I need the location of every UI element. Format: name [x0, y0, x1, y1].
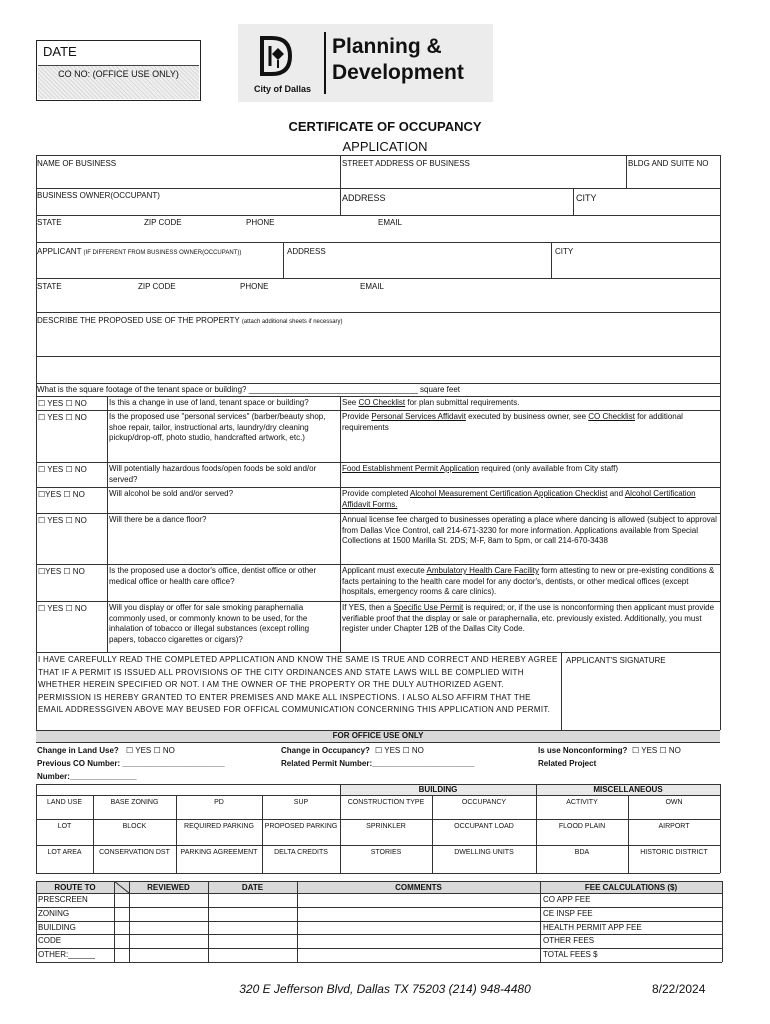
- office-field-cell[interactable]: REQUIRED PARKING: [184, 823, 254, 830]
- routing-line: [36, 934, 722, 935]
- date-box: [36, 40, 201, 101]
- question-requirement: [342, 603, 718, 635]
- question-yes-no-checkbox[interactable]: ☐ YES ☐ NO: [38, 465, 87, 474]
- question-text: Will there be a dance floor?: [109, 515, 207, 524]
- change-land-use-label: Change in Land Use?: [37, 746, 119, 755]
- office-field-cell[interactable]: OCCUPANCY: [461, 799, 507, 806]
- change-occupancy-options[interactable]: ☐ YES ☐ NO: [375, 746, 424, 755]
- name-of-business-label: NAME OF BUSINESS: [37, 159, 117, 168]
- requirement-text: If YES, then a: [342, 603, 394, 612]
- applicant-label-main: APPLICANT: [37, 247, 82, 256]
- requirement-link[interactable]: Alcohol Measurement Certification Application Checklist: [410, 489, 608, 498]
- state-label: STATE: [37, 218, 62, 227]
- address-label-2: ADDRESS: [287, 247, 326, 256]
- grid-line: [36, 819, 720, 820]
- grid-line: [36, 795, 720, 796]
- logo-department: [332, 34, 464, 86]
- office-field-cell[interactable]: CONSERVATION DST: [99, 849, 170, 856]
- change-land-use-options[interactable]: ☐ YES ☐ NO: [126, 746, 175, 755]
- question-requirement: [342, 398, 718, 409]
- routing-line: [36, 921, 722, 922]
- question-yes-no-checkbox[interactable]: ☐YES ☐ NO: [38, 567, 85, 576]
- office-field-cell[interactable]: DELTA CREDITS: [274, 849, 328, 856]
- requirement-link[interactable]: Alcohol Certification Affidavit Forms.: [342, 489, 696, 509]
- routing-line: [540, 881, 541, 962]
- routing-header-cell: DATE: [241, 883, 264, 892]
- date-label: DATE: [43, 44, 77, 59]
- office-field-cell[interactable]: HISTORIC DISTRICT: [640, 849, 708, 856]
- question-text: Will alcohol be sold and/or served?: [109, 489, 234, 498]
- miscellaneous-header: MISCELLANEOUS: [593, 785, 663, 794]
- previous-co-number[interactable]: Previous CO Number: _______________________: [37, 759, 225, 768]
- routing-line: [36, 962, 722, 963]
- address-label: ADDRESS: [342, 193, 386, 203]
- routing-line: [114, 881, 115, 962]
- office-field-cell[interactable]: FLOOD PLAIN: [558, 823, 606, 830]
- question-text: Is this a change in use of land, tenant space or building?: [109, 398, 309, 407]
- question-text: Will you display or offer for sale smoking paraphernalia commonly used, or commonly known to be used, for the inhalation of tobacco or illegal substances (except rolling papers, tobacco cigarettes or cigars)?: [109, 603, 310, 644]
- routing-header-cell: COMMENTS: [395, 883, 442, 892]
- routing-line: [36, 881, 722, 882]
- question-text: Will potentially hazardous foods/open foods be sold and/or served?: [109, 464, 317, 484]
- requirement-text: for additional requirements: [342, 412, 683, 432]
- requirement-text: Provide: [342, 412, 372, 421]
- logo: [238, 24, 493, 102]
- fee-line[interactable]: TOTAL FEES $: [543, 950, 598, 959]
- question-requirement: [342, 464, 718, 475]
- requirement-text: for plan submittal requirements.: [405, 398, 520, 407]
- describe-use-label: [37, 316, 343, 327]
- office-field-cell[interactable]: STORIES: [370, 849, 402, 856]
- signature-label: APPLICANT'S SIGNATURE: [566, 656, 666, 665]
- office-field-cell[interactable]: SUP: [293, 799, 309, 806]
- office-field-cell[interactable]: PARKING AGREEMENT: [180, 849, 258, 856]
- requirement-text: Annual license fee charged to businesses operating a place where dancing is allowed (subject to approval from Dallas Vice Control, call 214-671-3230 for more information. Applications available from Special Collections at 1500 Marilla St. 2DS; M-F, 8am to 5pm, or call 214-670-3438: [342, 515, 717, 545]
- routing-line: [208, 881, 209, 962]
- requirement-link[interactable]: Food Establishment Permit Application: [342, 464, 479, 473]
- question-requirement: [342, 515, 718, 547]
- office-field-cell[interactable]: DWELLING UNITS: [454, 849, 514, 856]
- office-field-cell[interactable]: PROPOSED PARKING: [264, 823, 338, 830]
- building-header: BUILDING: [418, 785, 458, 794]
- requirement-link[interactable]: CO Checklist: [588, 412, 635, 421]
- applicant-label: [37, 247, 241, 258]
- routing-row-label: PRESCREEN: [38, 895, 88, 904]
- grid-line: [36, 784, 720, 785]
- describe-use-main: DESCRIBE THE PROPOSED USE OF THE PROPERTY: [37, 316, 240, 325]
- routing-row-label: CODE: [38, 936, 62, 945]
- grid-line: [720, 784, 721, 873]
- footer-date: 8/22/2024: [652, 982, 706, 996]
- office-field-cell[interactable]: AIRPORT: [658, 823, 690, 830]
- routing-header-cell: ROUTE TO: [54, 883, 96, 892]
- logo-line-1: Planning &: [332, 35, 442, 58]
- requirement-text: and: [607, 489, 625, 498]
- grid-line: [36, 873, 720, 874]
- question-yes-no-checkbox[interactable]: ☐ YES ☐ NO: [38, 399, 87, 408]
- diagonal-slash: [114, 881, 129, 893]
- email-label: EMAIL: [378, 218, 403, 227]
- related-permit-number[interactable]: Related Permit Number:_______________________: [281, 759, 475, 768]
- office-field-cell[interactable]: LOT: [57, 823, 72, 830]
- state-label-2: STATE: [37, 282, 62, 291]
- office-field-cell[interactable]: SPRINKLER: [366, 823, 406, 830]
- form-subtitle: APPLICATION: [342, 139, 428, 154]
- office-field-cell[interactable]: ACTIVITY: [566, 799, 598, 806]
- question-text: Is the proposed use "personal services" (barber/beauty shop, shoe repair, tailor, instructional arts, laundry/dry cleaning pickup/drop-off, photo studio, handcrafted artwork, etc.): [109, 412, 326, 442]
- fee-line[interactable]: OTHER FEES: [543, 936, 595, 945]
- zip-label-2: ZIP CODE: [138, 282, 176, 291]
- phone-label-2: PHONE: [240, 282, 269, 291]
- routing-header-cell: FEE CALCULATIONS ($): [584, 883, 678, 892]
- routing-line: [36, 948, 722, 949]
- requirement-link[interactable]: Specific Use Permit: [393, 603, 464, 612]
- requirement-link[interactable]: Ambulatory Health Care Facility: [426, 566, 539, 575]
- form-title: CERTIFICATE OF OCCUPANCY: [288, 119, 482, 134]
- routing-header-cell: REVIEWED: [147, 883, 190, 892]
- requirement-text: Applicant must execute: [342, 566, 427, 575]
- question-yes-no-checkbox[interactable]: ☐ YES ☐ NO: [38, 604, 87, 613]
- city-label-2: CITY: [555, 247, 574, 256]
- routing-row-label: ZONING: [38, 909, 70, 918]
- fee-line[interactable]: CE INSP FEE: [543, 909, 593, 918]
- city-of-dallas-logo-icon: [258, 32, 298, 80]
- co-number-field[interactable]: CO NO: (OFFICE USE ONLY): [38, 65, 199, 99]
- requirement-link[interactable]: CO Checklist: [358, 398, 406, 407]
- office-field-cell[interactable]: BASE ZONING: [110, 799, 159, 806]
- fee-line[interactable]: HEALTH PERMIT APP FEE: [543, 923, 642, 932]
- requirement-link[interactable]: Personal Services Affidavit: [371, 412, 466, 421]
- routing-line: [297, 881, 298, 962]
- email-label-2: EMAIL: [360, 282, 385, 291]
- requirement-text: executed by business owner, see: [465, 412, 589, 421]
- logo-line-2: Development: [332, 61, 464, 84]
- question-requirement: [342, 566, 718, 598]
- square-footage-question[interactable]: What is the square footage of the tenant space or building? ______________________________________ square feet: [37, 385, 461, 394]
- certification-text: I HAVE CAREFULLY READ THE COMPLETED APPLICATION AND KNOW THE SAME IS TRUE AND CORRECT AND HEREBY AGREE THAT IF A PERMIT IS ISSUED ALL PROVISIONS OF THE CITY ORDINANCES AND STATE LAWS WILL BE COMPLIED WITH WHETHER HEREIN SPECIFIED OR NOT. I AM THE OWNER OF THE PROPERTY OR THE DULY AUTHORIZED AGENT. PERMISSION IS HEREBY GRANTED TO ENTER PREMISES AND MAKE ALL INSPECTIONS. I ALSO ALSO AFFIRM THAT THE EMAIL ADDRESSGIVEN ABOVE MAY BEUSED FOR OFFICAL COMMUNICATION CONCERNING THIS APPLICATION AND PERMIT.: [38, 655, 558, 714]
- fee-line[interactable]: CO APP FEE: [543, 895, 591, 904]
- office-field-cell[interactable]: LAND USE: [46, 799, 82, 806]
- routing-line: [722, 881, 723, 962]
- question-text: Is the proposed use a doctor's office, dentist office or other medical office or health care office?: [109, 566, 317, 586]
- question-yes-no-checkbox[interactable]: ☐YES ☐ NO: [38, 490, 85, 499]
- requirement-text: Provide completed: [342, 489, 411, 498]
- routing-row-label: BUILDING: [38, 923, 76, 932]
- business-owner-label: BUSINESS OWNER(OCCUPANT): [37, 191, 160, 200]
- question-yes-no-checkbox[interactable]: ☐ YES ☐ NO: [38, 516, 87, 525]
- routing-line: [36, 907, 722, 908]
- office-field-cell[interactable]: BDA: [574, 849, 590, 856]
- related-project[interactable]: Related Project: [538, 759, 597, 768]
- bldg-suite-label: BLDG AND SUITE NO: [628, 159, 709, 168]
- previous-co-number-2[interactable]: Number:_______________: [37, 772, 137, 781]
- footer-address: 320 E Jefferson Blvd, Dallas TX 75203 (214) 948-4480: [239, 982, 531, 996]
- question-yes-no-checkbox[interactable]: ☐ YES ☐ NO: [38, 413, 87, 422]
- office-field-cell[interactable]: OWN: [665, 799, 683, 806]
- office-field-cell[interactable]: BLOCK: [122, 823, 147, 830]
- routing-line: [36, 881, 37, 962]
- grid-line: [36, 845, 720, 846]
- phone-label: PHONE: [246, 218, 275, 227]
- requirement-text: required (only available from City staff): [478, 464, 618, 473]
- office-field-cell[interactable]: CONSTRUCTION TYPE: [347, 799, 425, 806]
- change-occupancy-label: Change in Occupancy?: [281, 746, 370, 755]
- logo-city-text: City of Dallas: [254, 84, 312, 94]
- street-address-label: STREET ADDRESS OF BUSINESS: [342, 159, 470, 168]
- question-requirement: [342, 412, 718, 433]
- office-field-cell[interactable]: PD: [214, 799, 224, 806]
- requirement-text: form attesting to new or pre-existing conditions & facts pertaining to the health care model for any doctor's, dentists, or other medical offices (except hospitals, emergency rooms & care clinics).: [342, 566, 715, 596]
- routing-row-label: OTHER:______: [38, 950, 95, 959]
- applicant-label-note: (IF DIFFERENT FROM BUSINESS OWNER(OCCUPANT)): [83, 250, 242, 256]
- city-label: CITY: [576, 193, 597, 203]
- office-field-cell[interactable]: LOT AREA: [47, 849, 82, 856]
- question-requirement: [342, 489, 718, 510]
- nonconforming-label: Is use Nonconforming?: [538, 746, 628, 755]
- requirement-text: is required; or, if the use is nonconforming then applicant must provide verifiable proof that the display or sale or paraphernalia, etc. previously existed. Additionally, you must register under Chapter 12B of the Dallas City Code.: [342, 603, 715, 633]
- routing-line: [129, 881, 130, 962]
- zip-label: ZIP CODE: [144, 218, 182, 227]
- nonconforming-options[interactable]: ☐ YES ☐ NO: [632, 746, 681, 755]
- routing-line: [36, 893, 722, 894]
- office-field-cell[interactable]: OCCUPANT LOAD: [454, 823, 514, 830]
- office-heading: FOR OFFICE USE ONLY: [332, 731, 424, 740]
- logo-divider: [324, 32, 326, 94]
- describe-use-note: (attach additional sheets if necessary): [241, 319, 343, 325]
- requirement-text: See: [342, 398, 359, 407]
